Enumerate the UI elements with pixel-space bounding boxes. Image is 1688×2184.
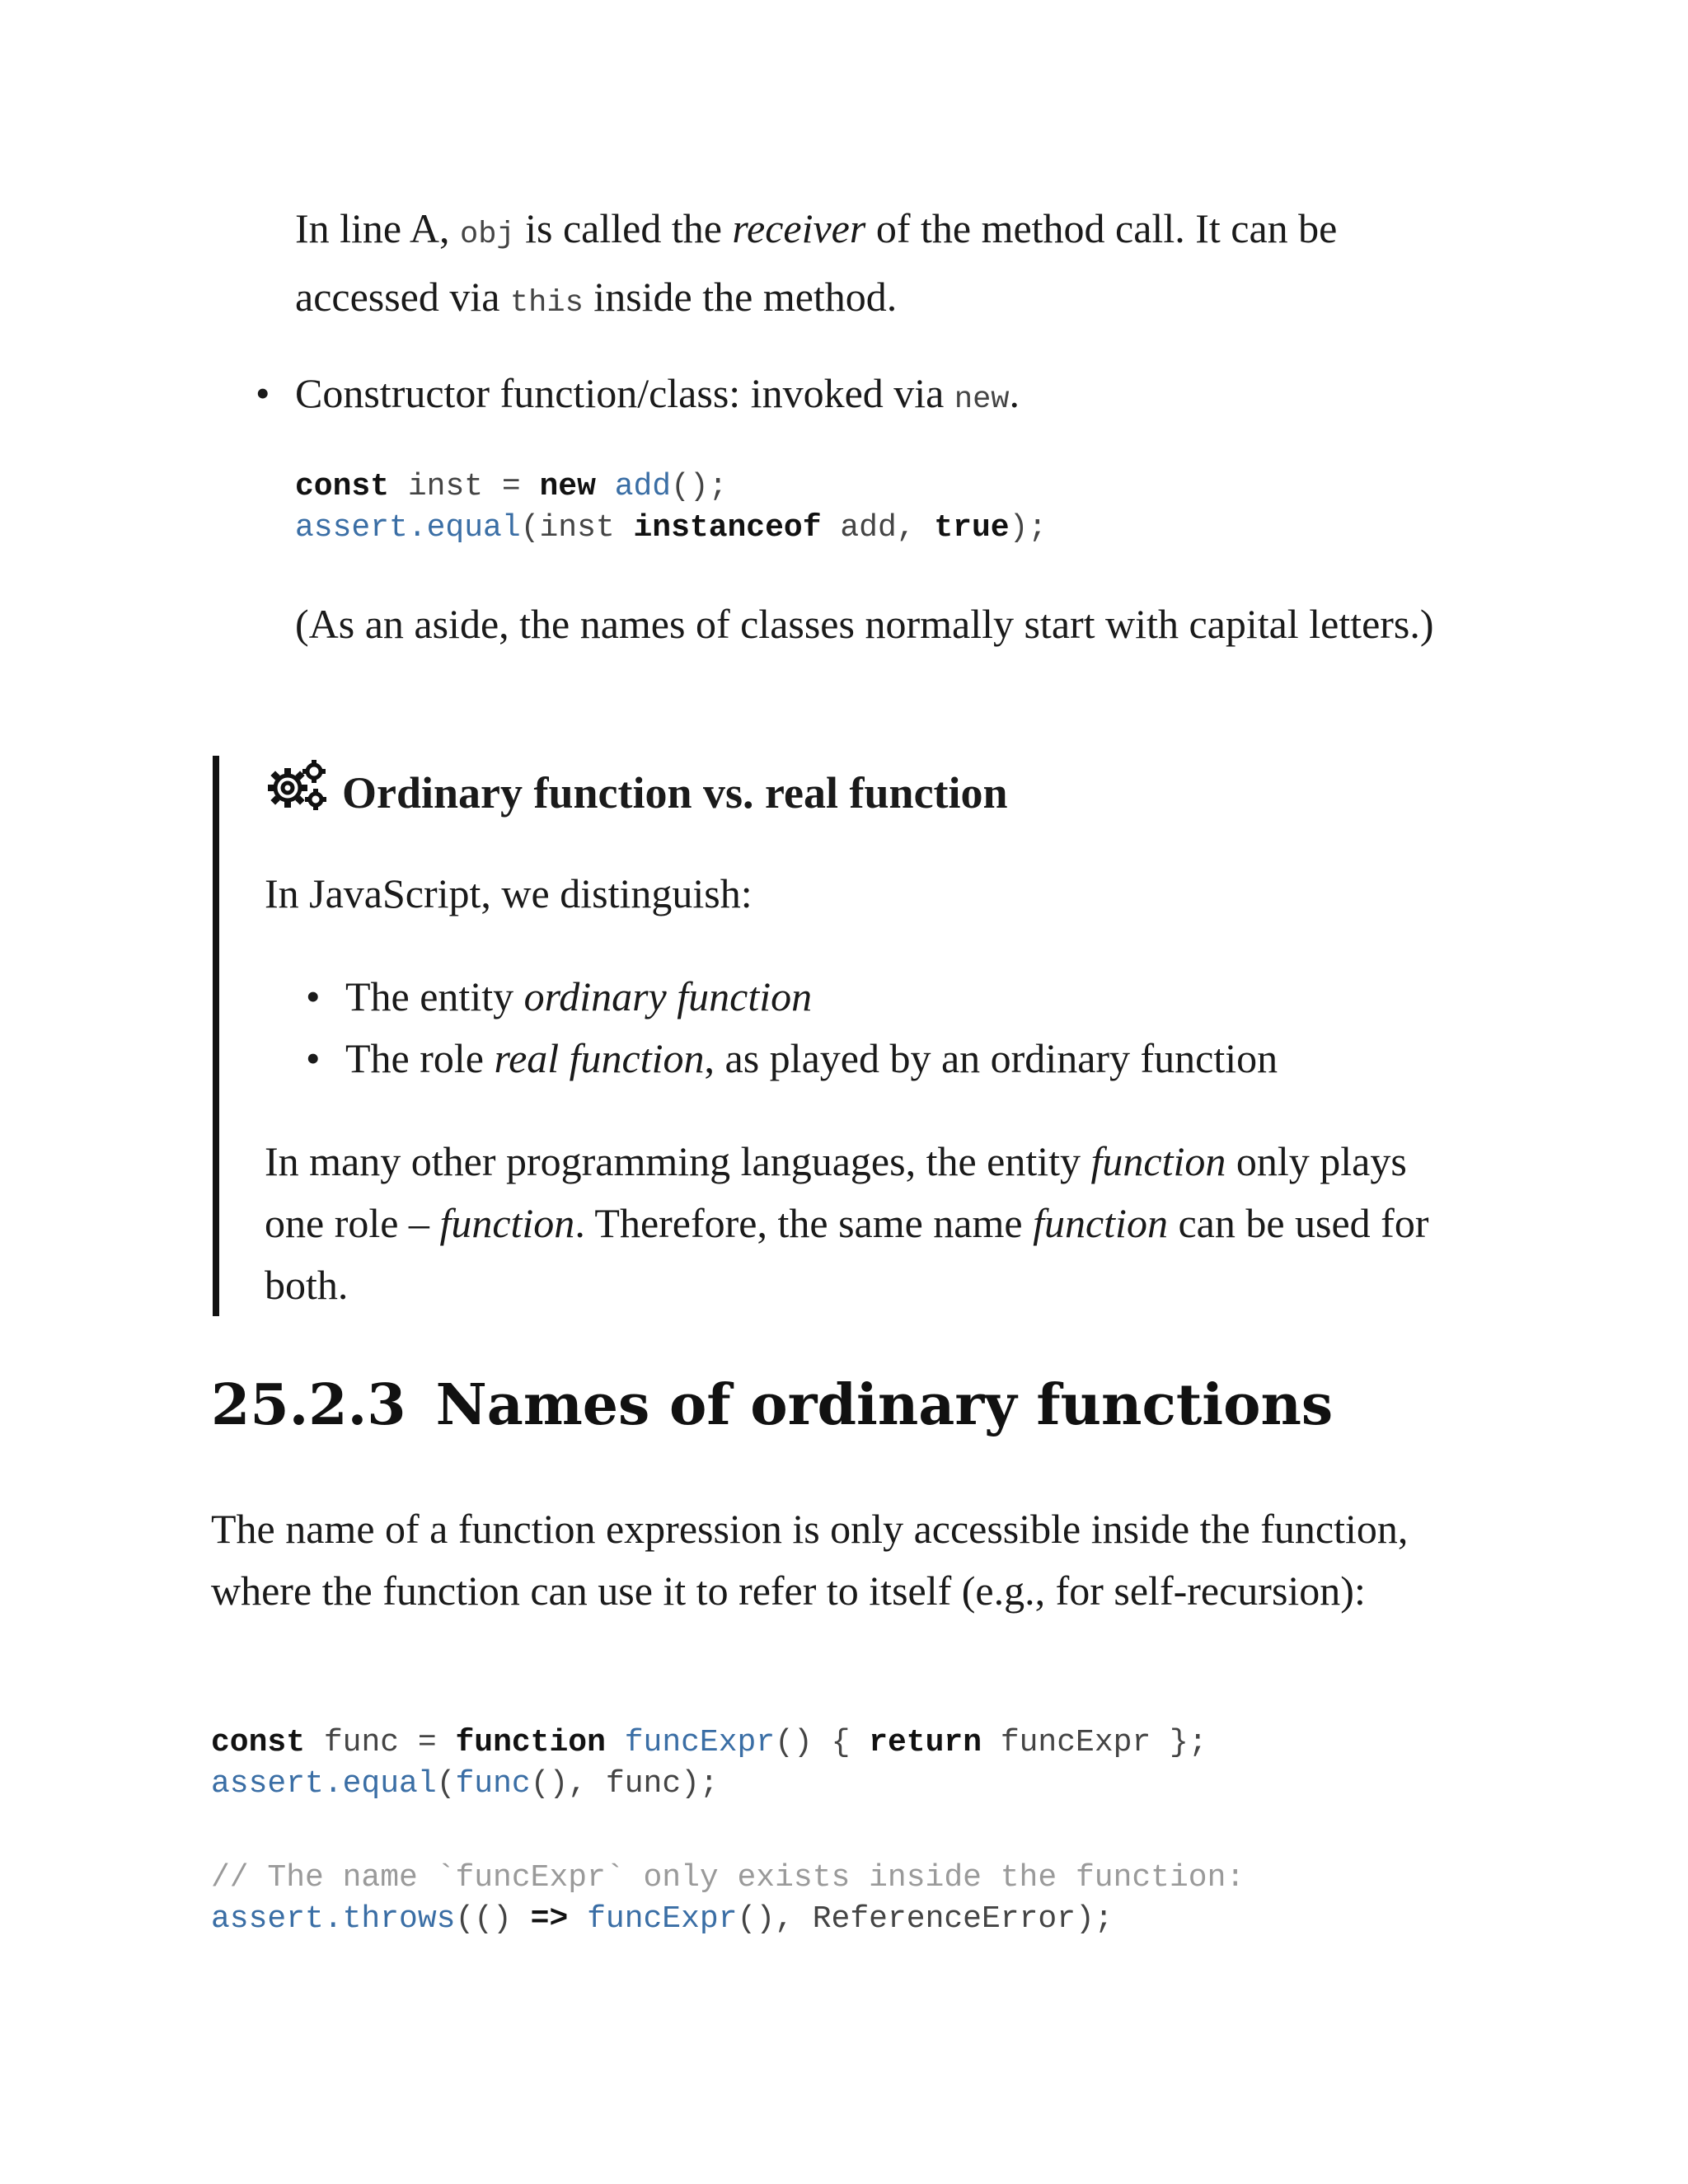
function-name: func	[455, 1766, 531, 1802]
text: In line A,	[295, 205, 460, 251]
function-name: funcExpr	[624, 1725, 776, 1760]
intro-paragraph	[295, 198, 1465, 335]
list-item	[306, 966, 1278, 1028]
emphasis: ordinary function	[523, 973, 813, 1019]
keyword: return	[869, 1725, 982, 1760]
code-text	[606, 1725, 625, 1760]
bullet-marker: •	[306, 1035, 321, 1081]
bullet-item-constructor	[256, 363, 1490, 431]
text: can be used for both.	[265, 1200, 1429, 1308]
code-text: (()	[455, 1901, 531, 1937]
keyword: new	[539, 469, 596, 504]
function-name: assert.throws	[211, 1901, 456, 1937]
text: is called the	[514, 205, 733, 251]
aside-paragraph: (As an aside, the names of classes normally start with capital letters.)	[295, 601, 1434, 647]
code-text: add,	[821, 510, 935, 546]
code-text: inst =	[389, 469, 540, 504]
inline-code: new	[954, 382, 1010, 417]
code-comment: // The name `funcExpr` only exists inside the function:	[211, 1860, 1245, 1896]
bullet-marker: •	[306, 973, 321, 1019]
code-text	[568, 1901, 587, 1937]
section-number: 25.2.3	[211, 1372, 406, 1438]
code-text: () {	[775, 1725, 870, 1760]
keyword: instanceof	[633, 510, 822, 546]
keyword: true	[934, 510, 1010, 546]
code-block-constructor	[295, 466, 1047, 549]
function-name: add	[614, 469, 672, 504]
bullet-marker: •	[256, 370, 270, 416]
gear-icon	[265, 758, 329, 813]
text: The role	[345, 1035, 495, 1081]
code-text: funcExpr };	[982, 1725, 1207, 1760]
code-block-throws	[211, 1858, 1245, 1940]
function-name: assert.equal	[295, 510, 521, 546]
code-text: (), ReferenceError);	[737, 1901, 1114, 1937]
code-text: );	[1009, 510, 1048, 546]
code-text	[596, 469, 615, 504]
code-text: (	[436, 1766, 456, 1802]
text: In many other programming languages, the entity	[265, 1138, 1091, 1184]
text: only plays one role –	[265, 1138, 1407, 1246]
emphasis: real function	[494, 1035, 705, 1081]
emphasis: function	[439, 1200, 575, 1246]
function-name: funcExpr	[587, 1901, 738, 1937]
function-name: assert.equal	[211, 1766, 437, 1802]
text: . Therefore, the same name	[574, 1200, 1034, 1246]
code-text: (inst	[520, 510, 634, 546]
text: , as played by an ordinary function	[704, 1035, 1278, 1081]
code-text: (), func);	[530, 1766, 719, 1802]
keyword: const	[295, 469, 390, 504]
text: .	[1009, 370, 1020, 416]
text: Constructor function/class: invoked via	[295, 370, 954, 416]
names-paragraph: The name of a function expression is only accessible inside the function, where the function can use it to refer to itself (e.g., for self-recursion):	[211, 1506, 1409, 1614]
inline-code: obj	[459, 218, 515, 252]
emphasis: receiver	[732, 205, 866, 251]
callout-paragraph-2	[265, 1131, 1460, 1316]
text: inside the method.	[583, 274, 898, 320]
keyword: const	[211, 1725, 306, 1760]
text: of the method call. It can be accessed via	[295, 205, 1338, 320]
code-text: ();	[671, 469, 728, 504]
keyword: =>	[530, 1901, 569, 1937]
inline-code: this	[509, 286, 584, 321]
keyword: function	[455, 1725, 606, 1760]
code-block-func-expr	[211, 1722, 1207, 1805]
list-item	[306, 1028, 1278, 1090]
text: The entity	[345, 973, 524, 1019]
callout-box	[213, 756, 1480, 1316]
callout-paragraph: In JavaScript, we distinguish:	[265, 870, 753, 916]
callout-heading	[265, 756, 1460, 830]
emphasis: function	[1090, 1138, 1226, 1184]
code-text: func =	[305, 1725, 456, 1760]
callout-title: Ordinary function vs. real function	[342, 768, 1008, 818]
callout-list	[306, 966, 1278, 1090]
section-title: Names of ordinary functions	[435, 1372, 1334, 1438]
emphasis: function	[1033, 1200, 1168, 1246]
section-heading	[211, 1368, 1333, 1442]
